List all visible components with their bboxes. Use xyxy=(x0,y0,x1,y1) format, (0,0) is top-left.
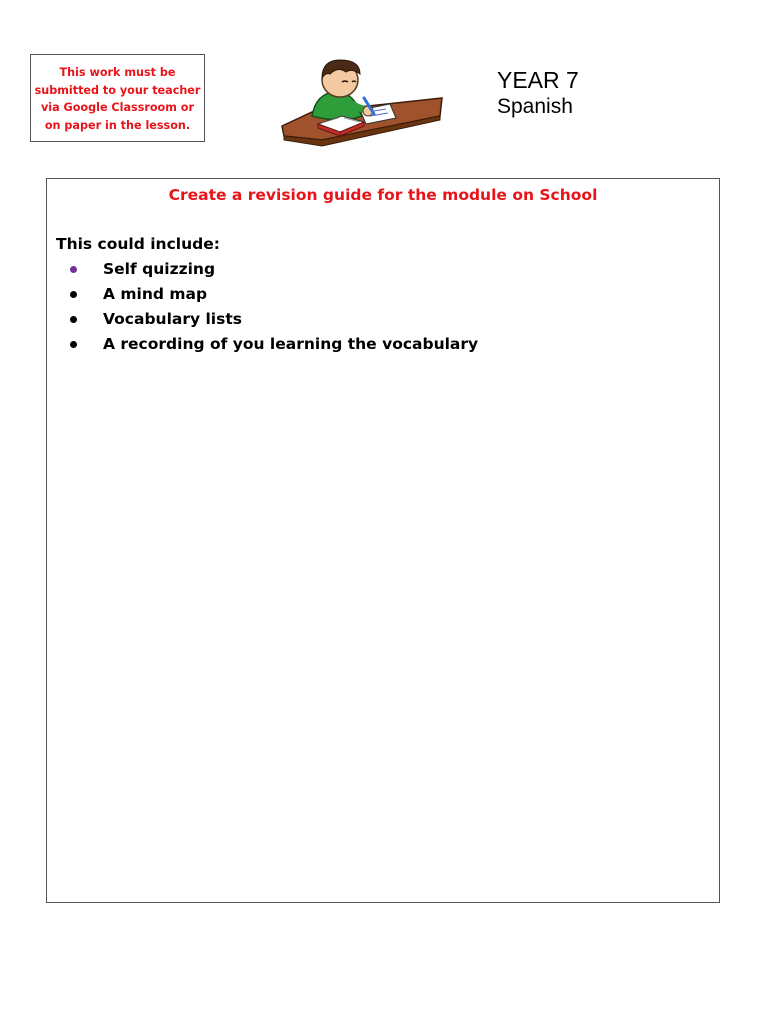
student-writing-illustration xyxy=(272,54,448,152)
list-item-text: A mind map xyxy=(103,285,208,303)
notice-line: This work must be xyxy=(59,66,176,79)
list-item-text: Vocabulary lists xyxy=(103,310,242,328)
bullet-icon xyxy=(70,341,77,348)
bullet-icon xyxy=(70,266,77,273)
bullet-icon xyxy=(70,316,77,323)
task-title: Create a revision guide for the module on School xyxy=(168,186,598,204)
bullet-icon xyxy=(70,291,77,298)
student-writing-icon xyxy=(272,54,448,152)
task-intro: This could include: xyxy=(56,235,220,253)
year-title: YEAR 7 xyxy=(497,67,579,93)
submission-notice-box xyxy=(30,54,205,142)
notice-line: submitted to your teacher xyxy=(34,83,201,97)
notice-line: on paper in the lesson. xyxy=(44,118,191,132)
notice-line: via Google Classroom or xyxy=(40,101,194,114)
list-item-text: A recording of you learning the vocabulary xyxy=(103,335,479,353)
subject-title: Spanish xyxy=(497,95,573,118)
task-box xyxy=(46,178,720,903)
list-item-text: Self quizzing xyxy=(103,260,216,278)
